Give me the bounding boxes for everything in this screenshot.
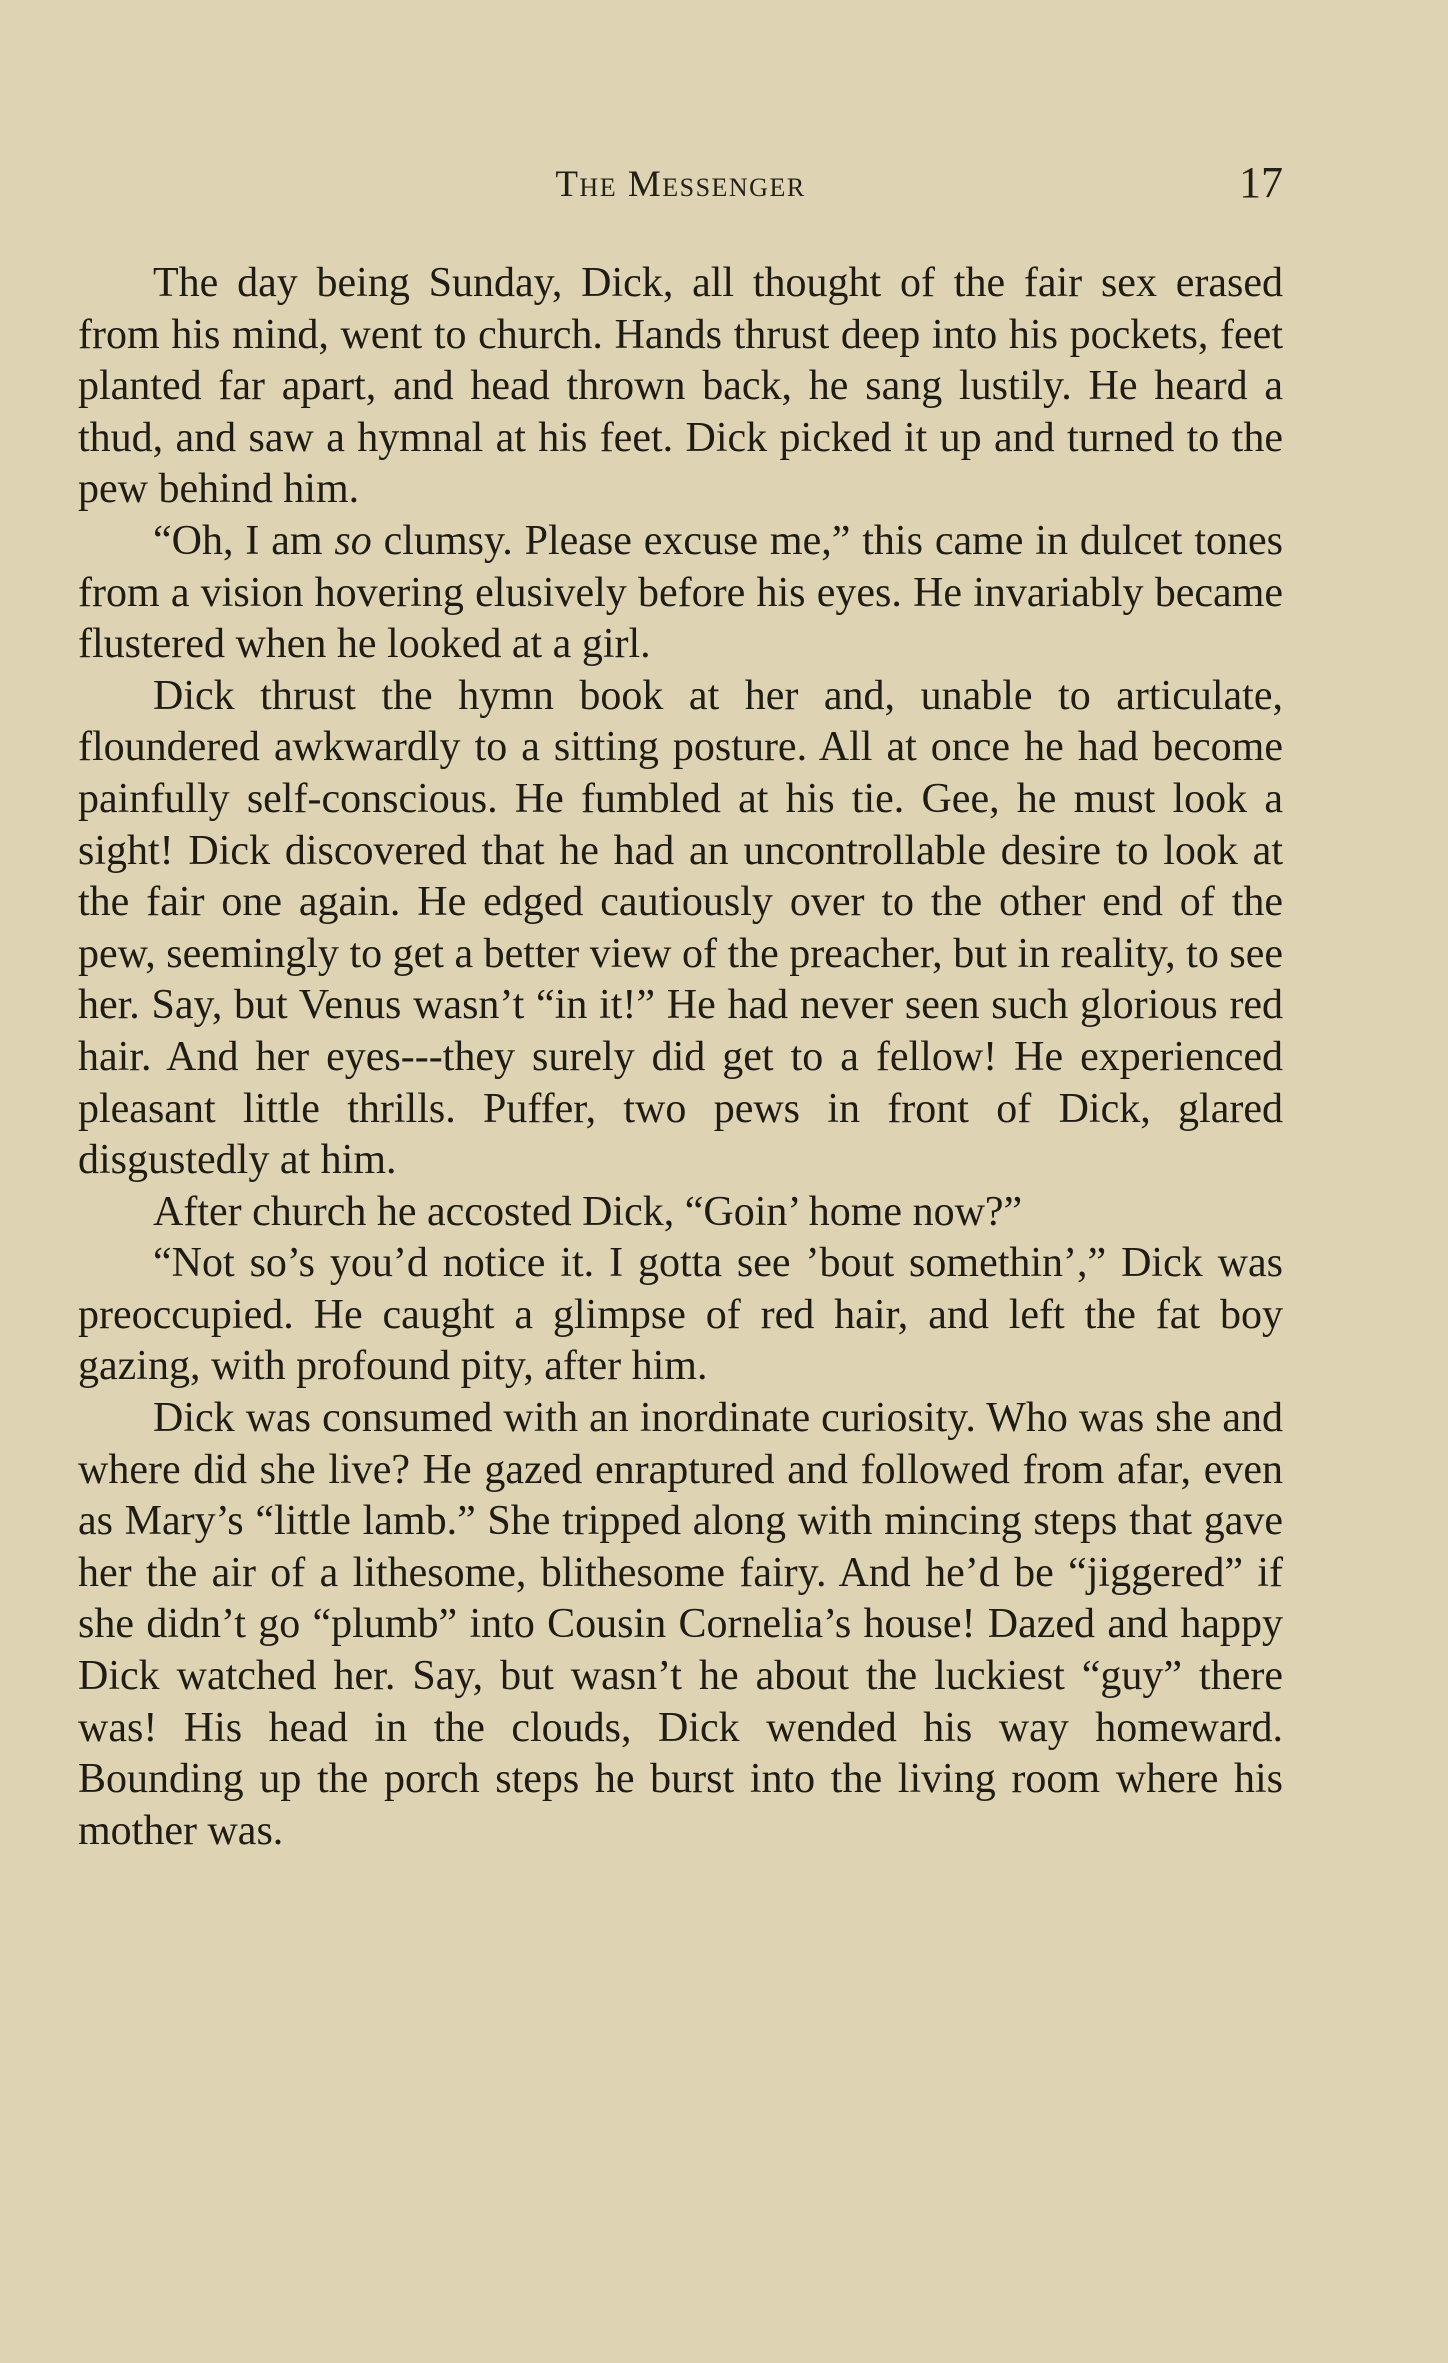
page-number: 17 [1239, 158, 1283, 207]
text-run: Dick thrust the hymn book at her and, unable to articulate, floundered awkwardly to a sitting posture. All at once he had become painfully self-conscious. He fumbled at his tie. Gee, he must look a sight! Dick discovered that he had an uncontrollable desire to look at the fair one again. He edged cautiously over to the other end of the pew, seemingly to get a better view of the preacher, but in reality, to see her. Say, but Venus wasn’t “in it!” He had never seen such glorious red hair. And her eyes---they surely did get to a fellow! He experienced pleasant little thrills. Puffer, two pews in front of Dick, glared disgustedly at him. [78, 672, 1283, 1184]
text-run: clumsy. Please excuse me,” this came in dulcet tones from a vision hovering elusively before his eyes. He invariably became flustered when he looked at a girl. [78, 517, 1283, 668]
body-text [78, 258, 1283, 1857]
paragraph [78, 516, 1283, 671]
running-title: The Messenger [555, 164, 806, 205]
text-run: “Oh, I am [153, 517, 335, 564]
running-head [78, 153, 1283, 213]
emphasis: so [334, 517, 372, 564]
paragraph [78, 671, 1283, 1187]
text-run: The day being Sunday, Dick, all thought of the fair sex erased from his mind, went to church. Hands thrust deep into his pockets, feet planted far apart, and head thrown back, he sang lustily. He heard a thud, and saw a hymnal at his feet. Dick picked it up and turned to the pew behind him. [78, 260, 1283, 513]
paragraph [78, 258, 1283, 516]
text-run: After church he accosted Dick, “Goin’ home now?” [153, 1188, 1023, 1235]
text-run: Dick was consumed with an inordinate curiosity. Who was she and where did she live? He gazed enraptured and followed from afar, even as Mary’s “little lamb.” She tripped along with mincing steps that gave her the air of a lithesome, blithesome fairy. And he’d be “jiggered” if she didn’t go “plumb” into Cousin Cornelia’s house! Dazed and happy Dick watched her. Say, but wasn’t he about the luckiest “guy” there was! His head in the clouds, Dick wended his way homeward. Bounding up the porch steps he burst into the living room where his mother was. [78, 1395, 1283, 1854]
paragraph [78, 1393, 1283, 1857]
text-run: “Not so’s you’d notice it. I gotta see ’bout somethin’,” Dick was preoccupied. He caught a glimpse of red hair, and left the fat boy gazing, with profound pity, after him. [78, 1240, 1283, 1390]
paragraph [78, 1238, 1283, 1393]
paragraph [78, 1187, 1283, 1239]
